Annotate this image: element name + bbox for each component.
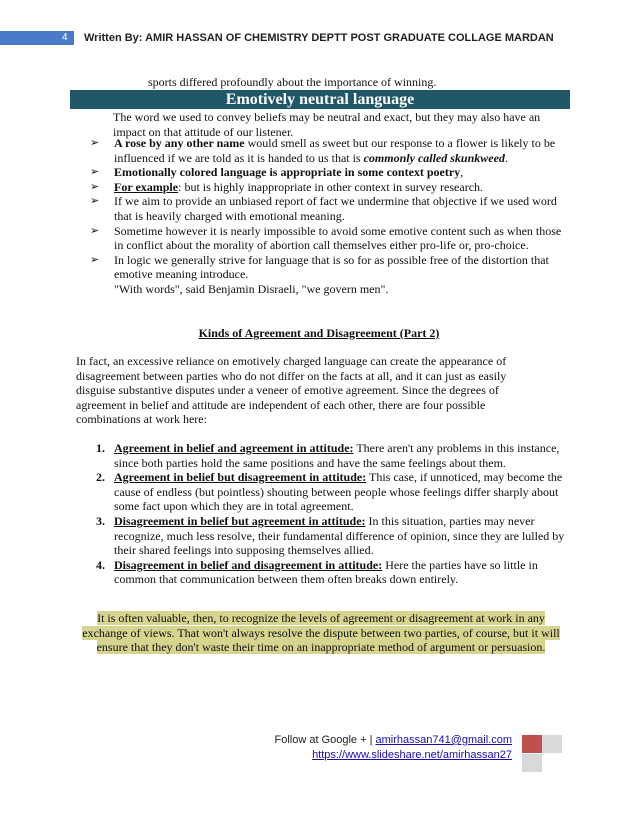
continued-text: sports differed profoundly about the importance of winning. — [148, 75, 437, 89]
bullet-list — [90, 136, 565, 297]
footer-url-line — [260, 748, 512, 763]
section-title: Emotively neutral language — [70, 90, 570, 109]
arrow-bullet-icon: ➢ — [90, 195, 100, 208]
list-item: ➢ If we aim to provide an unbiased report of fact we undermine that objective if we used word that is heavily charged with emotional meaning. — [90, 194, 557, 223]
highlighted-conclusion: It is often valuable, then, to recognize the levels of agreement or disagreement at work in any exchange of views. That won't always resolve the dispute between two parties, of course, but it will ensure that they don't waste their time on an inappropriate method of argument or persuasion. — [82, 611, 560, 655]
email-link[interactable]: amirhassan741@gmail.com — [375, 734, 512, 746]
page-number: 4 — [62, 32, 68, 43]
arrow-bullet-icon: ➢ — [90, 253, 100, 266]
decorative-red-square — [522, 735, 542, 753]
intro-paragraph: In fact, an excessive reliance on emotively charged language can create the appearance of disagreement between parties who do not differ on the facts at all, and it can just as easily disguise substantive disputes under a veneer of emotive agreement. Since the degrees of agreement in belief and attitude are independent of each other, there are four possible combinations at work here: — [76, 354, 507, 427]
disraeli-quote: "With words", said Benjamin Disraeli, "we govern men". — [114, 281, 389, 296]
header-title: Written By: AMIR HASSAN OF CHEMISTRY DEPTT POST GRADUATE COLLAGE MARDAN — [84, 32, 554, 44]
list-item: ➢ Sometime however it is nearly impossible to avoid some emotive content such as when those in conflict about the morality of abortion call themselves either pro-life or, pro-choice. — [90, 223, 562, 253]
list-item: ➢ For example: but is highly inappropriate in other context in survey research. — [90, 179, 484, 194]
arrow-bullet-icon: ➢ — [90, 166, 100, 179]
slideshare-link[interactable]: https://www.slideshare.net/amirhassan27 — [312, 749, 512, 761]
arrow-bullet-icon: ➢ — [90, 137, 100, 149]
list-item: ➢ Emotionally colored language is appropriate in some context poetry, — [90, 165, 464, 180]
arrow-bullet-icon: ➢ — [90, 180, 100, 193]
footer-follow-line: Follow at Google + | amirhassan741@gmail.com — [274, 734, 512, 746]
decorative-gray-square — [522, 754, 542, 772]
kinds-list — [96, 441, 566, 587]
list-item: 3. Disagreement in belief but agreement in attitude: In this situation, parties may never recognize, much less resolve, their fundamental difference of opinion, since they are lulled by their shared feelings into supposing themselves allied. — [96, 513, 565, 558]
list-item: ➢ A rose by any other name would smell as sweet but our response to a flower is likely to be influenced if we are told as it is handed to us that is commonly called skunkweed. — [90, 136, 556, 165]
subheading: Kinds of Agreement and Disagreement (Part 2) — [198, 326, 440, 340]
section-lead: The word we used to convey beliefs may be neutral and exact, but they may also have an impact on that attitude of our listener. — [113, 110, 541, 139]
arrow-bullet-icon: ➢ — [90, 224, 100, 237]
list-item: 1. Agreement in belief and agreement in attitude: There aren't any problems in this instance, since both parties hold the same positions and have the same feelings about them. — [96, 441, 560, 470]
list-item: 2. Agreement in belief but disagreement in attitude: This case, if unnoticed, may become the cause of endless (but pointless) shouting between people whose feelings differ sharply about some fact upon which they are in total agreement. — [96, 470, 563, 514]
footer — [260, 733, 512, 763]
decorative-gray-square — [542, 735, 562, 753]
list-item: 4. Disagreement in belief and disagreement in attitude: Here the parties have so little in common that communication between them often breaks down entirely. — [96, 557, 538, 587]
list-item: ➢ In logic we generally strive for language that is so for as possible free of the distortion that emotive meaning introduce. "With words", said Benjamin Disraeli, "we govern men". — [90, 252, 549, 296]
